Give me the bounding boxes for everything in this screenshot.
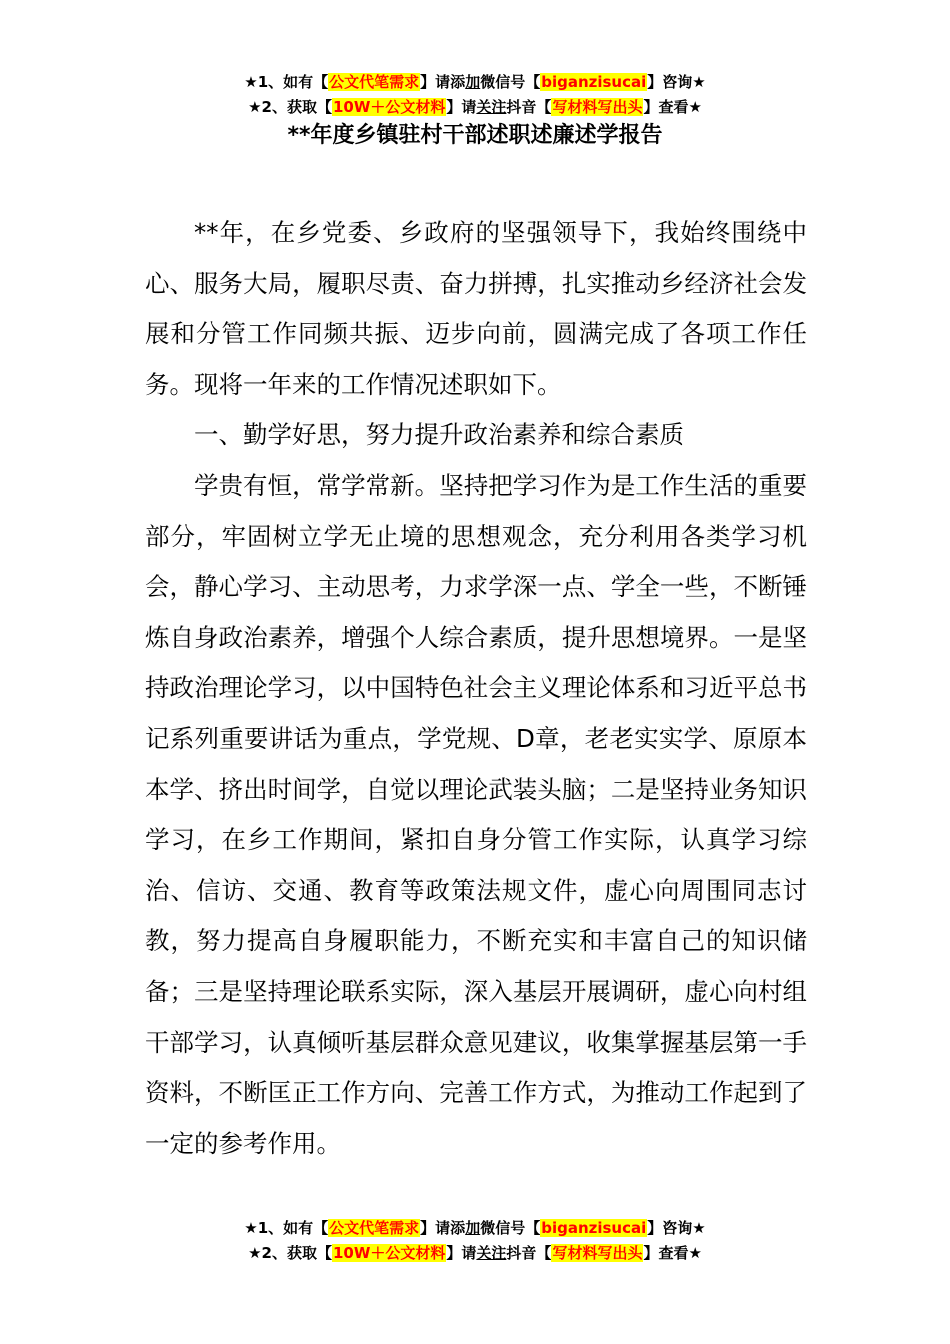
paragraph-study: 学贵有恒，常学常新。坚持把学习作为是工作生活的重要部分，牢固树立学无止境的思想观念，充分利用各类学习机会，静心学习、主动思考，力求学深一点、学全一些，不断锤炼自身政治素养，增强个人综合素质，提升思想境界。一是坚持政治理论学习，以中国特色社会主义理论体系和习近平总书记系列重要讲话为重点，学党规、D章，老老实实学、原原本本学、挤出时间学，自觉以理论武装头脑；二是坚持业务知识学习，在乡工作期间，紧扣自身分管工作实际，认真学习综治、信访、交通、教育等政策法规文件，虚心向周围同志讨教，努力提高自身履职能力，不断充实和丰富自己的知识储备；三是坚持理论联系实际，深入基层开展调研，虚心向村组干部学习，认真倾听基层群众意见建议，收集掌握基层第一手资料，不断匡正工作方向、完善工作方式，为推动工作起到了一定的参考作用。 <box>145 470 807 1158</box>
document-title: **年度乡镇驻村干部述职述廉述学报告 <box>287 123 663 148</box>
banner-text: 抖音【 <box>506 1244 552 1262</box>
highlight-service: 公文代笔需求 <box>329 1219 420 1237</box>
banner-underlined-text: 关注 <box>476 98 507 116</box>
banner-line-2 <box>0 95 950 120</box>
banner-text: 抖音【 <box>506 98 552 116</box>
banner-line-2 <box>0 1241 950 1266</box>
bottom-banner <box>0 1216 950 1266</box>
banner-underlined-text: 加 <box>465 1219 481 1237</box>
banner-line-1 <box>0 70 950 95</box>
banner-text: ★1、如有【 <box>244 73 329 91</box>
paragraph-intro: **年，在乡党委、乡政府的坚强领导下，我始终围绕中心、服务大局，履职尽责、奋力拼搏，扎实推动乡经济社会发展和分管工作同频共振、迈步向前，圆满完成了各项工作任务。现将一年来的工作情况述职如下。 <box>145 218 807 399</box>
banner-text: 】咨询★ <box>647 1219 706 1237</box>
banner-text: 】查看★ <box>643 1244 702 1262</box>
banner-line-1 <box>0 1216 950 1241</box>
highlight-wechat-id: biganzisucai <box>541 73 647 91</box>
highlight-materials: 10W＋公文材料 <box>332 1244 446 1262</box>
banner-text: 】查看★ <box>643 98 702 116</box>
document-body <box>145 208 807 1169</box>
banner-text: ★1、如有【 <box>244 1219 329 1237</box>
banner-text: 微信号【 <box>480 1219 541 1237</box>
banner-text: 】请添 <box>420 73 466 91</box>
banner-text: ★2、获取【 <box>248 1244 332 1262</box>
highlight-wechat-id: biganzisucai <box>541 1219 647 1237</box>
highlight-materials: 10W＋公文材料 <box>332 98 446 116</box>
banner-text: 】请 <box>446 1244 477 1262</box>
banner-underlined-text: 关注 <box>476 1244 507 1262</box>
banner-text: 】请添 <box>420 1219 466 1237</box>
banner-text: ★2、获取【 <box>248 98 332 116</box>
section-heading: 一、勤学好思，努力提升政治素养和综合素质 <box>194 420 684 450</box>
banner-text: 】请 <box>446 98 477 116</box>
banner-underlined-text: 加 <box>465 73 481 91</box>
banner-text: 微信号【 <box>480 73 541 91</box>
highlight-douyin-account: 写材料写出头 <box>552 98 643 116</box>
top-banner <box>0 70 950 120</box>
banner-text: 】咨询★ <box>647 73 706 91</box>
highlight-douyin-account: 写材料写出头 <box>552 1244 643 1262</box>
highlight-service: 公文代笔需求 <box>329 73 420 91</box>
